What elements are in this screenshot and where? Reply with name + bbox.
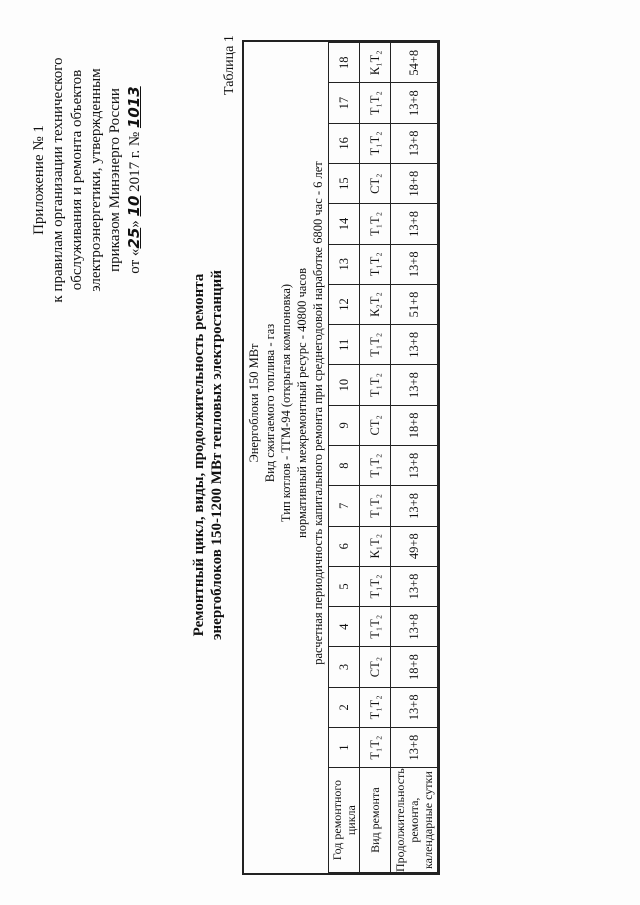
duration-cell: 13+8 — [391, 727, 438, 767]
year-cell: 14 — [329, 204, 360, 244]
appendix-line: обслуживания и ремонта объектов — [69, 69, 85, 291]
year-cell: 15 — [329, 164, 360, 204]
row-label-year: Год ремонтного цикла — [329, 768, 360, 873]
type-cell: Т₁Т₂ — [360, 486, 391, 526]
year-cell: 8 — [329, 445, 360, 485]
duration-cell: 13+8 — [391, 445, 438, 485]
duration-cell: 18+8 — [391, 164, 438, 204]
type-cell: Т₁Т₂ — [360, 445, 391, 485]
year-cell: 7 — [329, 486, 360, 526]
appendix-line: к правилам организации технического — [50, 57, 66, 303]
year-cell: 1 — [329, 727, 360, 767]
year-cell: 11 — [329, 325, 360, 365]
caption-resource: нормативный межремонтный ресурс - 40800 часов — [295, 268, 309, 538]
year-cell: 6 — [329, 526, 360, 566]
year-cell: 9 — [329, 405, 360, 445]
table-row-durations — [391, 43, 438, 873]
duration-cell: 13+8 — [391, 83, 438, 123]
document-title: Ремонтный цикл, виды, продолжительность ремонта энергоблоков 150-1200 МВт тепловых электростанций — [191, 270, 225, 640]
duration-cell: 13+8 — [391, 325, 438, 365]
year-cell: 5 — [329, 566, 360, 606]
appendix-header — [30, 20, 145, 340]
duration-cell: 13+8 — [391, 566, 438, 606]
row-label-type: Вид ремонта — [360, 768, 391, 873]
duration-cell: 13+8 — [391, 687, 438, 727]
year-cell: 3 — [329, 647, 360, 687]
type-cell: К₁Т₂ — [360, 43, 391, 83]
type-cell: Т₁Т₂ — [360, 687, 391, 727]
handwritten-month: 10 — [125, 195, 143, 217]
duration-cell: 13+8 — [391, 204, 438, 244]
repair-cycle-table — [242, 40, 440, 875]
handwritten-order-number: 1013 — [125, 86, 143, 129]
row-label-duration: Продолжительность ремонта, календарные сутки — [391, 768, 438, 873]
type-cell: СТ₂ — [360, 647, 391, 687]
duration-cell: 18+8 — [391, 647, 438, 687]
duration-cell: 13+8 — [391, 365, 438, 405]
type-cell: К₁Т₂ — [360, 526, 391, 566]
year-cell: 16 — [329, 123, 360, 163]
table-number: Таблица 1 — [222, 35, 237, 95]
duration-cell: 18+8 — [391, 405, 438, 445]
caption-period: расчетная периодичность капитального ремонта при среднегодовой наработке 6800 час - 6 лет — [311, 161, 325, 665]
caption-block: Энергоблоки 150 МВт — [247, 343, 261, 463]
duration-cell: 13+8 — [391, 486, 438, 526]
type-cell: СТ₂ — [360, 164, 391, 204]
type-cell: Т₁Т₂ — [360, 566, 391, 606]
duration-cell: 51+8 — [391, 284, 438, 324]
type-cell: Т₁Т₂ — [360, 83, 391, 123]
year-cell: 18 — [329, 43, 360, 83]
duration-cell: 54+8 — [391, 43, 438, 83]
appendix-line: электроэнергетики, утвержденным — [88, 68, 104, 292]
type-cell: Т₁Т₂ — [360, 325, 391, 365]
caption-fuel: Вид сжигаемого топлива - газ — [263, 323, 277, 483]
duration-cell: 13+8 — [391, 244, 438, 284]
year-cell: 12 — [329, 284, 360, 324]
year-cell: 17 — [329, 83, 360, 123]
table-row-years — [329, 43, 360, 873]
type-cell: Т₁Т₂ — [360, 727, 391, 767]
type-cell: К₂Т₂ — [360, 284, 391, 324]
appendix-date: от «25» 10 2017 г. № 1013 — [125, 86, 143, 274]
year-cell: 2 — [329, 687, 360, 727]
duration-cell: 49+8 — [391, 526, 438, 566]
table-row-types — [360, 43, 391, 873]
type-cell: Т₁Т₂ — [360, 365, 391, 405]
type-cell: Т₁Т₂ — [360, 607, 391, 647]
appendix-number: Приложение № 1 — [31, 125, 47, 235]
repair-grid — [328, 42, 438, 873]
caption-boiler: Тип котлов - ТГМ-94 (открытая компоновка) — [279, 283, 293, 523]
type-cell: Т₁Т₂ — [360, 123, 391, 163]
duration-cell: 13+8 — [391, 123, 438, 163]
year-cell: 13 — [329, 244, 360, 284]
year-cell: 4 — [329, 607, 360, 647]
duration-cell: 13+8 — [391, 607, 438, 647]
type-cell: СТ₂ — [360, 405, 391, 445]
type-cell: Т₁Т₂ — [360, 244, 391, 284]
year-cell: 10 — [329, 365, 360, 405]
handwritten-day: 25 — [125, 227, 143, 249]
appendix-line: приказом Минэнерго России — [107, 88, 123, 272]
type-cell: Т₁Т₂ — [360, 204, 391, 244]
